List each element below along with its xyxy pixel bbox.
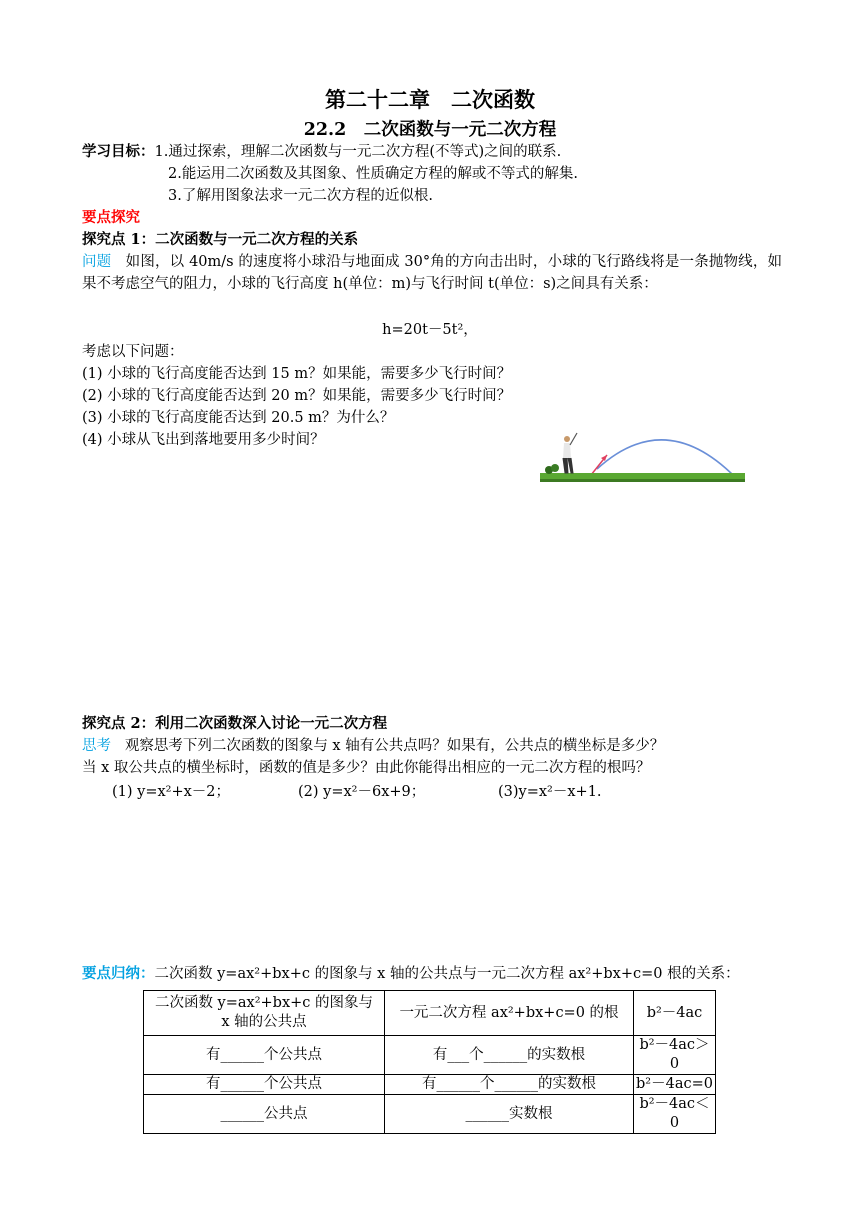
think-tag: 思考 (82, 738, 111, 754)
table-cell: b²－4ac=0 (634, 1075, 716, 1095)
table-header: 一元二次方程 ax²+bx+c=0 的根 (385, 991, 634, 1036)
function-item: (3)y=x²－x+1. (498, 784, 602, 800)
question-item: (4) 小球从飞出到落地要用多少时间？ (82, 432, 325, 448)
arrow-head-icon (601, 455, 607, 461)
summary-table (143, 990, 716, 1134)
golfer-icon (563, 433, 577, 473)
function-item: (2) y=x²－6x+9； (298, 784, 426, 800)
trajectory-arc (597, 440, 735, 477)
table-cell: 有___个______的实数根 (385, 1036, 634, 1075)
shrub-icon (545, 464, 559, 474)
chapter-title: 第二十二章 二次函数 (325, 87, 535, 112)
consider-label: 考虑以下问题： (82, 344, 184, 360)
table-header: 二次函数 y=ax²+bx+c 的图象与 x 轴的公共点 (144, 991, 385, 1036)
objectives (82, 141, 561, 163)
summary-text: 二次函数 y=ax²+bx+c 的图象与 x 轴的公共点与一元二次方程 ax²+bx+c=0 根的关系： (154, 966, 740, 982)
table-cell: 有______个公共点 (144, 1075, 385, 1095)
question-item: (1) 小球的飞行高度能否达到 15 m？如果能，需要多少飞行时间？ (82, 366, 512, 382)
table-header-row (144, 991, 716, 1036)
table-row (144, 1036, 716, 1075)
table-cell: ______公共点 (144, 1095, 385, 1134)
table-cell: b²－4ac＜0 (634, 1095, 716, 1134)
table-cell: b²－4ac＞0 (634, 1036, 716, 1075)
question-item: (2) 小球的飞行高度能否达到 20 m？如果能，需要多少飞行时间？ (82, 388, 512, 404)
objectives-label: 学习目标： (82, 143, 155, 160)
key-explore-heading: 要点探究 (82, 209, 140, 226)
point2-think (82, 735, 664, 757)
point1-heading: 探究点 1：二次函数与一元二次方程的关系 (82, 231, 359, 248)
think-line-1: 观察思考下列二次函数的图象与 x 轴有公共点吗？如果有，公共点的横坐标是多少？ (124, 738, 665, 754)
table-header: b²－4ac (634, 991, 716, 1036)
objective-item: 3.了解用图象法求一元二次方程的近似根. (168, 188, 433, 204)
question-item: (3) 小球的飞行高度能否达到 20.5 m？为什么？ (82, 410, 395, 426)
table-cell: 有______个公共点 (144, 1036, 385, 1075)
objective-item: 2.能运用二次函数及其图象、性质确定方程的解或不等式的解集. (168, 166, 578, 182)
golf-trajectory-image (535, 425, 745, 495)
point1-problem (82, 251, 782, 295)
grass-strip (540, 473, 745, 479)
table-cell: 有______个______的实数根 (385, 1075, 634, 1095)
summary-tag: 要点归纳： (82, 965, 155, 982)
objective-item: 1.通过探索，理解二次函数与一元二次方程(不等式)之间的联系. (154, 144, 562, 160)
function-item: (1) y=x²+x－2； (112, 784, 231, 800)
problem-tag: 问题 (82, 254, 112, 270)
table-row (144, 1095, 716, 1134)
table-cell: ______实数根 (385, 1095, 634, 1134)
table-row (144, 1075, 716, 1095)
problem-text: 如图，以 40m/s 的速度将小球沿与地面成 30°角的方向击出时，小球的飞行路线将是一条抛物线，如果不考虑空气的阻力，小球的飞行高度 h(单位：m)与飞行时间 t(单位：s)之间具有关系： (82, 254, 783, 292)
summary (82, 963, 740, 985)
think-line-2: 当 x 取公共点的横坐标时，函数的值是多少？由此你能得出相应的一元二次方程的根吗？ (82, 760, 651, 776)
equation: h=20t－5t²， (382, 322, 478, 338)
section-title: 22.2 二次函数与一元二次方程 (303, 120, 557, 140)
point2-heading: 探究点 2：利用二次函数深入讨论一元二次方程 (82, 715, 388, 732)
